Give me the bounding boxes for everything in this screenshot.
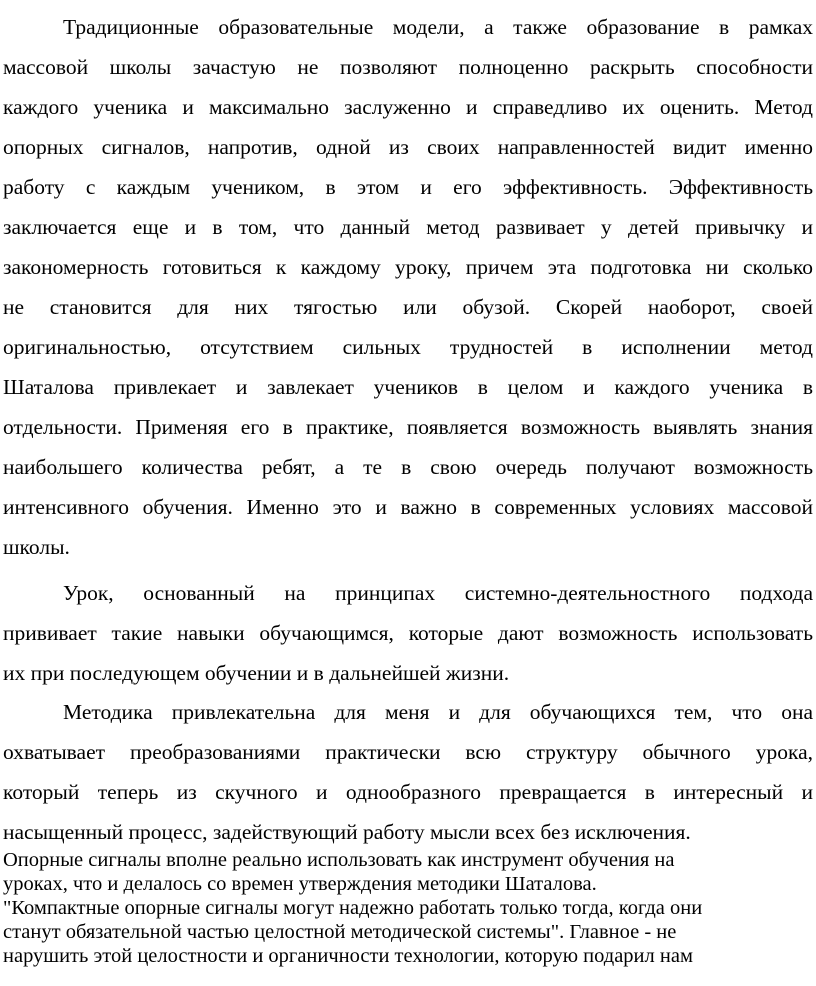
text-line: школы. bbox=[3, 535, 70, 559]
text-line: оригинальностью, отсутствием сильных трудностей в исполнении метод bbox=[3, 335, 813, 359]
text-line: массовой школы зачастую не позволяют полноценно раскрыть способности bbox=[3, 55, 813, 79]
text-line: Опорные сигналы вполне реально использовать как инструмент обучения на bbox=[3, 849, 675, 871]
text-line: уроках, что и делалось со времен утверждения методики Шаталова. bbox=[3, 873, 597, 895]
text-line: наибольшего количества ребят, а те в свою очередь получают возможность bbox=[3, 455, 813, 479]
text-line: прививает такие навыки обучающимся, которые дают возможность использовать bbox=[3, 621, 813, 645]
text-line: опорных сигналов, напротив, одной из своих направленностей видит именно bbox=[3, 135, 813, 159]
text-line: нарушить этой целостности и органичности технологии, которую подарил нам bbox=[3, 945, 693, 967]
text-line: каждого ученика и максимально заслуженно и справедливо их оценить. Метод bbox=[3, 95, 813, 119]
text-line: интенсивного обучения. Именно это и важно в современных условиях массовой bbox=[3, 495, 813, 519]
text-line: работу с каждым учеником, в этом и его эффективность. Эффективность bbox=[3, 175, 813, 199]
text-line: не становится для них тягостью или обузой. Скорей наоборот, своей bbox=[3, 295, 813, 319]
paragraph-2 bbox=[3, 573, 813, 693]
paragraph-4 bbox=[3, 848, 813, 968]
text-line: который теперь из скучного и однообразного превращается в интересный и bbox=[3, 780, 813, 804]
text-line: Традиционные образовательные модели, а также образование в рамках bbox=[63, 15, 813, 39]
paragraph-1 bbox=[3, 7, 813, 567]
text-line: Методика привлекательна для меня и для обучающихся тем, что она bbox=[63, 700, 813, 724]
text-line: Урок, основанный на принципах системно-деятельностного подхода bbox=[63, 581, 813, 605]
text-line: их при последующем обучении и в дальнейшей жизни. bbox=[3, 661, 510, 685]
text-line: "Компактные опорные сигналы могут надежно работать только тогда, когда они bbox=[3, 897, 703, 919]
text-line: охватывает преобразованиями практически всю структуру обычного урока, bbox=[3, 740, 813, 764]
text-line: закономерность готовиться к каждому уроку, причем эта подготовка ни сколько bbox=[3, 255, 813, 279]
paragraph-3 bbox=[3, 692, 813, 852]
text-line: отдельности. Применяя его в практике, появляется возможность выявлять знания bbox=[3, 415, 813, 439]
text-line: заключается еще и в том, что данный метод развивает у детей привычку и bbox=[3, 215, 813, 239]
text-line: Шаталова привлекает и завлекает учеников в целом и каждого ученика в bbox=[3, 375, 813, 399]
text-line: насыщенный процесс, задействующий работу мысли всех без исключения. bbox=[3, 820, 691, 844]
text-line: станут обязательной частью целостной методической системы". Главное - не bbox=[3, 921, 677, 943]
